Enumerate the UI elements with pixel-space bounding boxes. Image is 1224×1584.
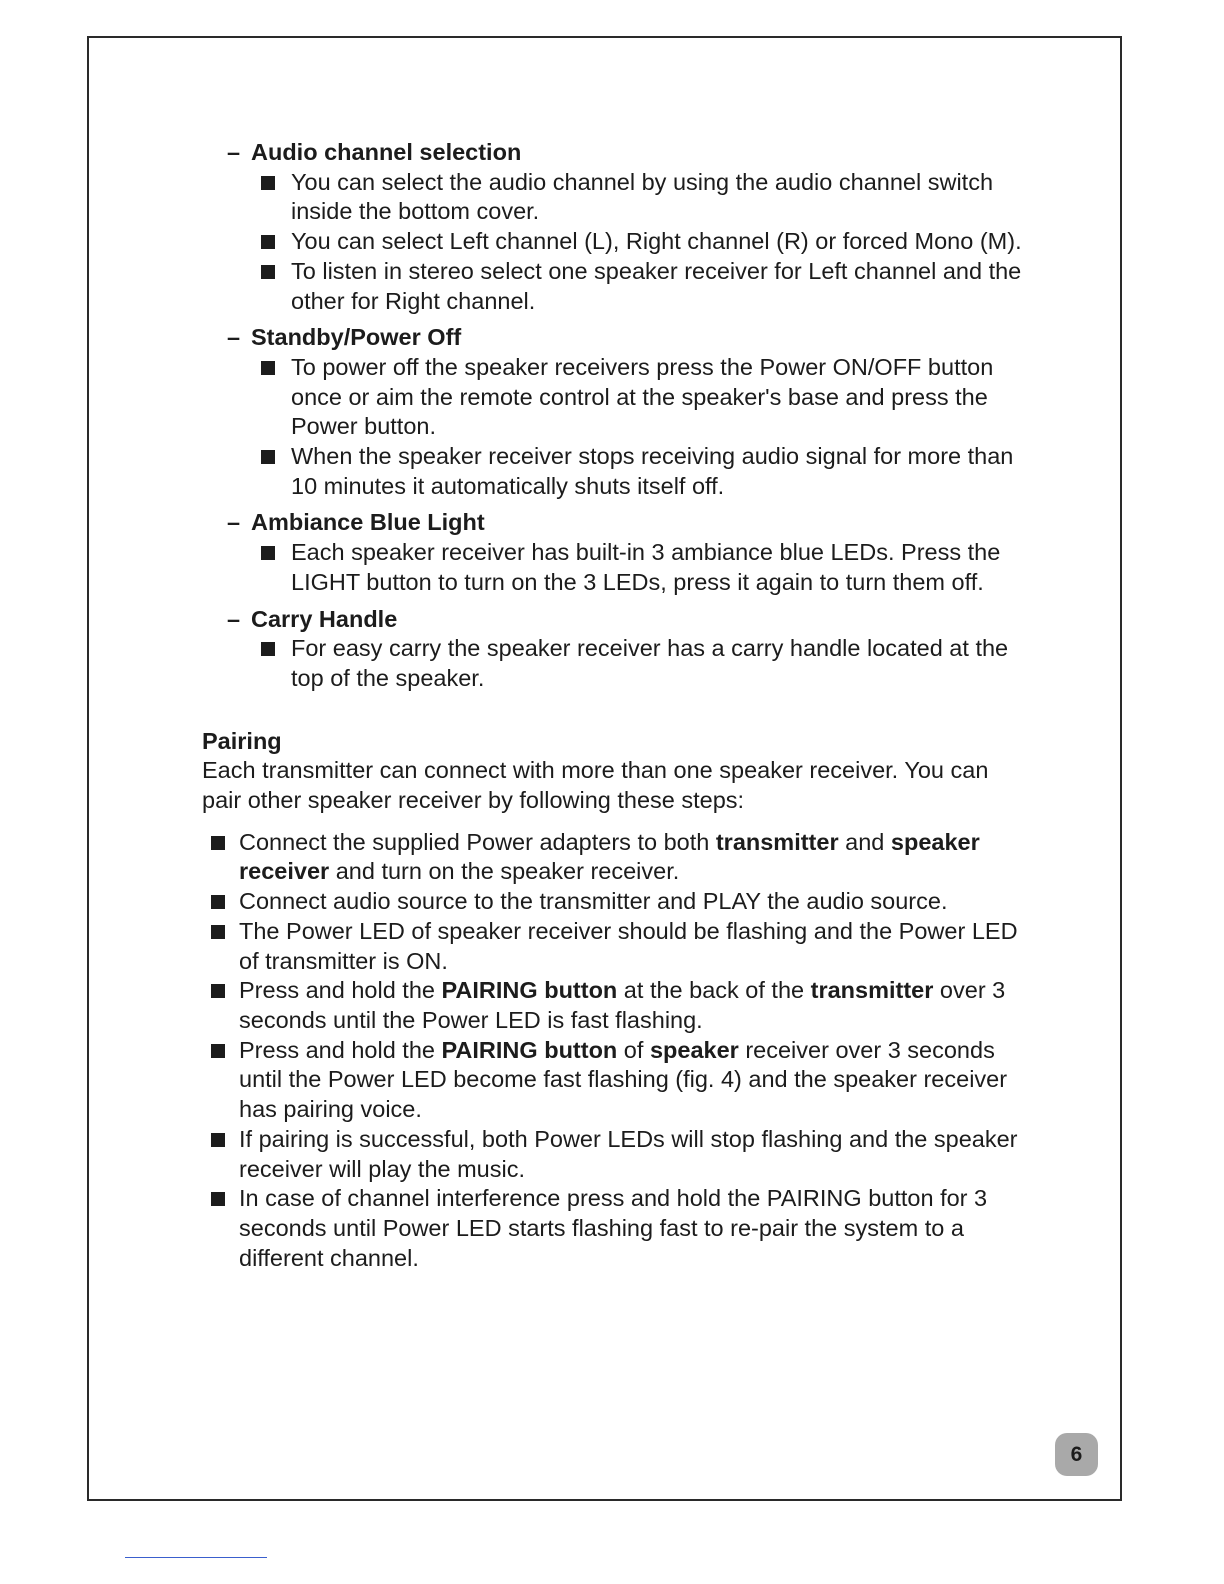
list-item <box>202 353 1034 442</box>
feature-heading <box>202 605 1034 635</box>
pairing-section <box>202 727 1034 1274</box>
bullet-square-icon <box>261 361 275 375</box>
step-bold-text: speaker <box>649 1036 739 1063</box>
list-item <box>202 887 1034 917</box>
bullet-square-icon <box>261 176 275 190</box>
step-text: of <box>617 1036 650 1063</box>
list-item <box>202 442 1034 501</box>
bullet-square-icon <box>211 1192 225 1206</box>
feature-audio-channel <box>202 138 1034 316</box>
step-bold-text: transmitter <box>810 977 934 1004</box>
heading-dash: – <box>227 509 241 536</box>
step-bold-text: PAIRING button <box>441 1036 618 1063</box>
bullet-square-icon <box>211 925 225 939</box>
feature-bullet-list <box>202 353 1034 502</box>
manual-content <box>202 138 1034 1273</box>
list-item-text: To listen in stereo select one speaker receiver for Left channel and the other for Right channel. <box>291 257 1022 314</box>
footer-divider <box>125 1557 267 1558</box>
step-text: and turn on the speaker receiver. <box>329 858 680 885</box>
bullet-square-icon <box>211 1044 225 1058</box>
list-item-text: To power off the speaker receivers press the Power ON/OFF button once or aim the remote control at the speaker's base and press the Power button. <box>291 353 994 440</box>
pairing-step-list <box>202 828 1034 1274</box>
feature-heading <box>202 138 1034 168</box>
step-text: receiver over 3 seconds until the Power LED become fast flashing (fig. 4) and the speaker receiver has pairing voice. <box>239 1036 1008 1123</box>
heading-dash: – <box>227 324 241 351</box>
bullet-square-icon <box>211 895 225 909</box>
feature-standby-power-off <box>202 323 1034 501</box>
step-text: The Power LED of speaker receiver should be flashing and the Power LED of transmitter is ON. <box>239 917 1018 974</box>
step-text: Press and hold the <box>239 977 442 1004</box>
list-item <box>202 538 1034 597</box>
list-item <box>202 976 1034 1035</box>
feature-heading <box>202 508 1034 538</box>
heading-dash: – <box>227 605 241 632</box>
list-item-text: Each speaker receiver has built-in 3 ambiance blue LEDs. Press the LIGHT button to turn on the 3 LEDs, press it again to turn them off. <box>291 539 1001 595</box>
heading-dash: – <box>227 139 241 165</box>
feature-ambiance-blue-light <box>202 508 1034 597</box>
list-item <box>202 227 1034 257</box>
bullet-square-icon <box>261 546 275 560</box>
bullet-square-icon <box>261 642 275 656</box>
list-item <box>202 1125 1034 1184</box>
list-item-text: You can select the audio channel by using the audio channel switch inside the bottom cover. <box>291 168 994 225</box>
heading-text: Standby/Power Off <box>251 324 462 351</box>
heading-text: Carry Handle <box>251 605 398 632</box>
feature-carry-handle <box>202 605 1034 694</box>
heading-text: Ambiance Blue Light <box>251 509 485 536</box>
feature-bullet-list <box>202 538 1034 597</box>
step-text: If pairing is successful, both Power LEDs will stop flashing and the speaker receiver will play the music. <box>239 1125 1018 1182</box>
feature-heading <box>202 323 1034 353</box>
section-intro: Each transmitter can connect with more than one speaker receiver. You can pair other speaker receiver by following these steps: <box>202 757 989 814</box>
list-item <box>202 634 1034 693</box>
step-text: Connect audio source to the transmitter and PLAY the audio source. <box>239 888 948 915</box>
step-text: at the back of the <box>617 977 811 1004</box>
step-bold-text: PAIRING button <box>441 977 618 1004</box>
feature-bullet-list <box>202 634 1034 693</box>
list-item <box>202 828 1034 887</box>
bullet-square-icon <box>261 450 275 464</box>
step-text: Press and hold the <box>239 1036 442 1063</box>
list-item-text: You can select Left channel (L), Right channel (R) or forced Mono (M). <box>291 228 1022 255</box>
bullet-square-icon <box>211 984 225 998</box>
heading-text: Audio channel selection <box>251 139 522 165</box>
list-item-text: For easy carry the speaker receiver has a carry handle located at the top of the speaker. <box>291 635 1009 691</box>
list-item-text: When the speaker receiver stops receiving audio signal for more than 10 minutes it automatically shuts itself off. <box>291 443 1014 499</box>
step-bold-text: speaker receiver <box>239 828 980 885</box>
step-bold-text: transmitter <box>715 828 839 855</box>
list-item <box>202 1184 1034 1273</box>
step-text: and <box>838 828 891 855</box>
step-text: over 3 seconds until the Power LED is fast flashing. <box>239 977 1006 1033</box>
bullet-square-icon <box>261 235 275 249</box>
list-item <box>202 917 1034 976</box>
list-item <box>202 257 1034 316</box>
step-text: In case of channel interference press and hold the PAIRING button for 3 seconds until Power LED starts flashing fast to re-pair the system to a different channel. <box>239 1185 988 1271</box>
bullet-square-icon <box>261 265 275 279</box>
page-number-badge: 6 <box>1055 1433 1098 1476</box>
feature-bullet-list <box>202 168 1034 317</box>
bullet-square-icon <box>211 836 225 850</box>
list-item <box>202 1036 1034 1125</box>
bullet-square-icon <box>211 1133 225 1147</box>
section-title: Pairing <box>202 727 282 754</box>
list-item <box>202 168 1034 227</box>
step-text: Connect the supplied Power adapters to both <box>239 828 716 855</box>
